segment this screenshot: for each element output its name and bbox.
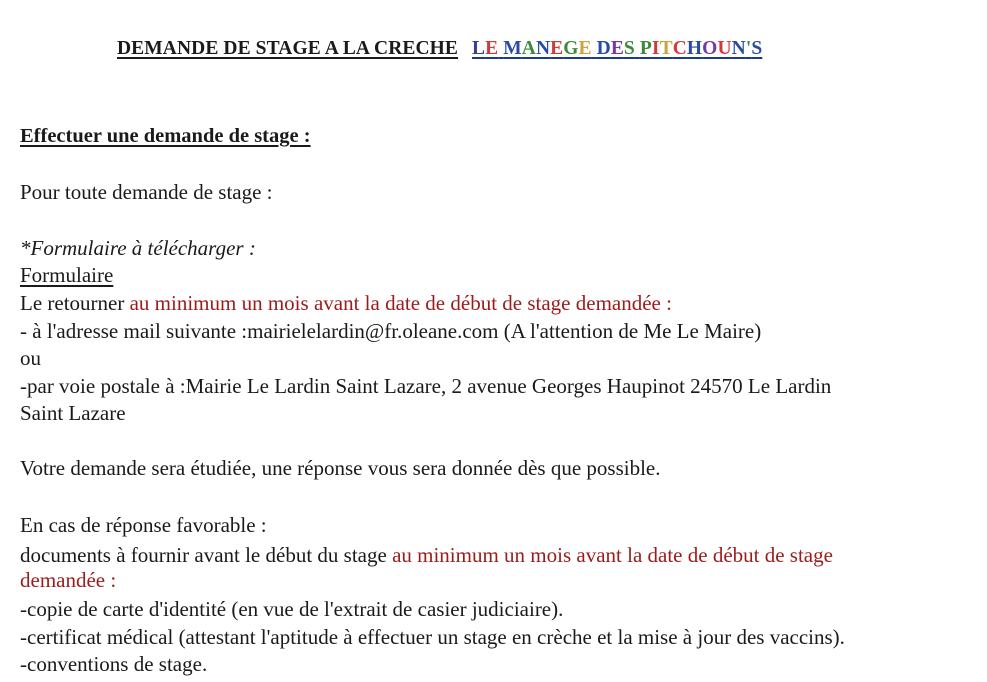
section-heading: Effectuer une demande de stage :	[20, 125, 311, 147]
postal-instructions-line-1: -par voie postale à :Mairie Le Lardin Saint Lazare, 2 avenue Georges Haupinot 24570 Le Lardin	[20, 374, 832, 398]
title-letter: S	[751, 38, 763, 59]
title-letter: C	[672, 38, 687, 59]
email-instructions: - à l'adresse mail suivante :mairielelardin@fr.oleane.com (A l'attention de Me Le Maire)	[20, 319, 762, 343]
title-letter: A	[521, 38, 536, 59]
title-letter: H	[686, 38, 703, 59]
return-instructions	[20, 291, 672, 315]
title-letter: M	[503, 38, 522, 59]
title-letter: N	[731, 38, 746, 59]
documents-intro	[20, 543, 833, 567]
form-label: *Formulaire à télécharger :	[20, 236, 256, 260]
title-letter: G	[563, 38, 579, 59]
title-letter: E	[550, 38, 564, 59]
docs-deadline: au minimum un mois avant la date de début de stage	[392, 543, 833, 567]
title-main: DEMANDE DE STAGE A LA CRECHE	[117, 38, 459, 59]
doc-item-medical-certificate: -certificat médical (attestant l'aptitude à effectuer un stage en crèche et la mise à jour des vaccins).	[20, 625, 845, 649]
return-prefix: Le retourner	[20, 291, 130, 315]
title-letter: E	[485, 38, 499, 59]
title-letter: L	[472, 38, 486, 59]
title-letter: E	[578, 38, 592, 59]
intro-text: Pour toute demande de stage :	[20, 180, 273, 204]
return-deadline: au minimum un mois avant la date de début de stage demandée :	[129, 291, 672, 315]
title-letter: N	[535, 38, 551, 59]
title-creche-name	[472, 38, 762, 59]
title-letter: P	[639, 38, 652, 59]
study-statement: Votre demande sera étudiée, une réponse vous sera donnée dès que possible.	[20, 456, 661, 480]
title-letter: '	[745, 38, 752, 59]
postal-instructions-line-2: Saint Lazare	[20, 401, 126, 425]
doc-item-id-card: -copie de carte d'identité (en vue de l'extrait de casier judiciaire).	[20, 597, 564, 621]
title-letter: S	[623, 38, 635, 59]
title-letter: I	[651, 38, 660, 59]
or-text: ou	[20, 346, 41, 370]
title-letter: E	[610, 38, 624, 59]
form-download-link[interactable]: Formulaire	[20, 263, 114, 287]
docs-deadline-cont: demandée :	[20, 568, 117, 592]
favorable-heading: En cas de réponse favorable :	[20, 513, 267, 537]
docs-prefix: documents à fournir avant le début du stage	[20, 543, 393, 567]
title-letter: D	[596, 38, 611, 59]
page-title	[117, 38, 762, 60]
title-letter: T	[659, 38, 673, 59]
doc-item-conventions: -conventions de stage.	[20, 652, 208, 676]
title-letter: O	[702, 38, 718, 59]
title-letter: U	[717, 38, 732, 59]
